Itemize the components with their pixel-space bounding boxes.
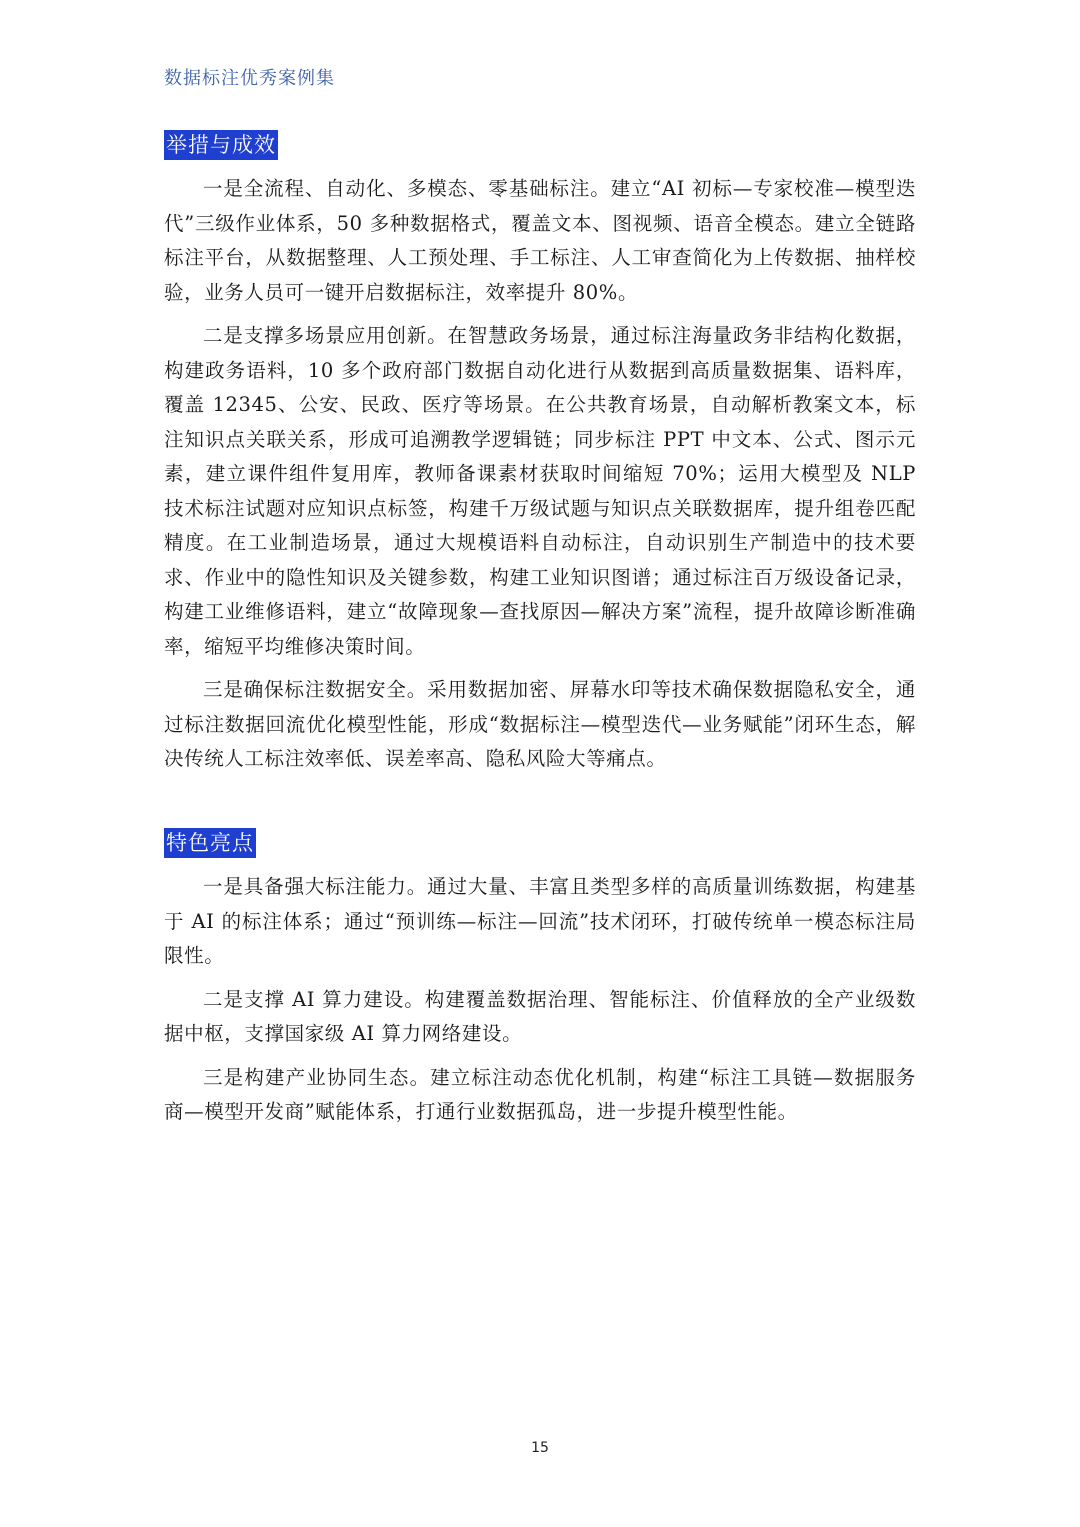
section-highlights [164,828,916,1139]
paragraph: 三是确保标注数据安全。采用数据加密、屏幕水印等技术确保数据隐私安全，通过标注数据回流优化模型性能，形成“数据标注—模型迭代—业务赋能”闭环生态，解决传统人工标注效率低、误差率高、隐私风险大等痛点。 [164,678,916,770]
section-heading: 特色亮点 [164,828,256,858]
section-measures-and-results [164,130,916,786]
paragraph: 一是具备强大标注能力。通过大量、丰富且类型多样的高质量训练数据，构建基于 AI 的标注体系；通过“预训练—标注—回流”技术闭环，打破传统单一模态标注局限性。 [164,875,916,967]
paragraph: 二是支撑 AI 算力建设。构建覆盖数据治理、智能标注、价值释放的全产业级数据中枢，支撑国家级 AI 算力网络建设。 [164,987,916,1045]
section-heading: 举措与成效 [164,130,278,160]
page-number: 15 [531,1440,549,1456]
paragraph: 三是构建产业协同生态。建立标注动态优化机制，构建“标注工具链—数据服务商—模型开发商”赋能体系，打通行业数据孤岛，进一步提升模型性能。 [164,1065,916,1123]
paragraph: 二是支撑多场景应用创新。在智慧政务场景，通过标注海量政务非结构化数据，构建政务语料，10 多个政府部门数据自动化进行从数据到高质量数据集、语料库，覆盖 12345、公安、民政、医疗等场景。在公共教育场景，自动解析教案文本，标注知识点关联关系，形成可追溯教学逻辑链；同步标注 PPT 中文本、公式、图示元素，建立课件组件复用库，教师备课素材获取时间缩短 70%；运用大模型及 NLP 技术标注试题对应知识点标签，构建千万级试题与知识点关联数据库，提升组卷匹配精度。在工业制造场景，通过大规模语料自动标注，自动识别生产制造中的技术要求、作业中的隐性知识及关键参数，构建工业知识图谱；通过标注百万级设备记录，构建工业维修语料，建立“故障现象—查找原因—解决方案”流程，提升故障诊断准确率，缩短平均维修决策时间。 [164,324,916,658]
paragraph: 一是全流程、自动化、多模态、零基础标注。建立“AI 初标—专家校准—模型迭代”三级作业体系，50 多种数据格式，覆盖文本、图视频、语音全模态。建立全链路标注平台，从数据整理、人工预处理、手工标注、人工审查简化为上传数据、抽样校验，业务人员可一键开启数据标注，效率提升 80%。 [164,177,916,304]
running-header: 数据标注优秀案例集 [164,68,335,89]
